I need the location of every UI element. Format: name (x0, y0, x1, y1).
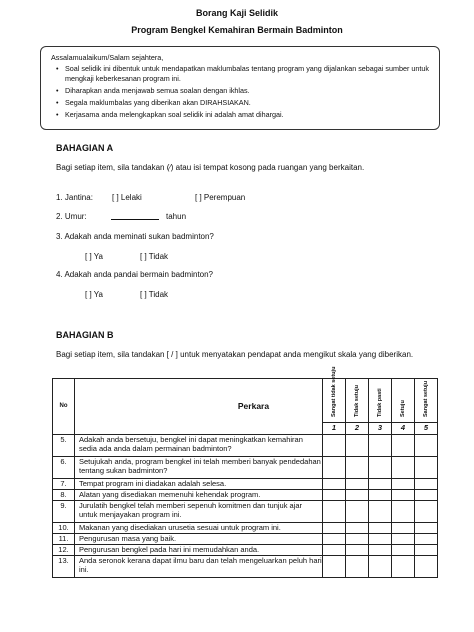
form-title: Borang Kaji Selidik (195, 8, 279, 18)
rating-cell-2[interactable] (346, 501, 369, 523)
row-number: 9. (53, 501, 75, 523)
table-row (53, 523, 438, 534)
q3-yes-checkbox[interactable]: [ ] Ya (85, 252, 103, 261)
rating-cell-4[interactable] (392, 490, 415, 501)
table-row (53, 545, 438, 556)
rating-cell-4[interactable] (392, 435, 415, 457)
scale-header-5 (415, 379, 438, 423)
rating-cell-5[interactable] (415, 556, 438, 578)
q4-yes-checkbox[interactable]: [ ] Ya (85, 290, 103, 299)
q4-no-checkbox[interactable]: [ ] Tidak (140, 290, 169, 299)
rating-cell-1[interactable] (323, 534, 346, 545)
row-statement: Setujukah anda, program bengkel ini telah memberi banyak pendedahan tentang sukan badminton? (75, 457, 323, 479)
rating-cell-3[interactable] (369, 534, 392, 545)
scale-header-2 (346, 379, 369, 423)
rating-cell-2[interactable] (346, 523, 369, 534)
scale-label: Tidak setuju (354, 385, 360, 417)
row-statement: Makanan yang disediakan urusetia sesuai untuk program ini. (75, 523, 323, 534)
rating-cell-3[interactable] (369, 501, 392, 523)
row-number: 5. (53, 435, 75, 457)
row-number: 13. (53, 556, 75, 578)
row-statement: Anda seronok kerana dapat ilmu baru dan telah mengeluarkan peluh hari ini. (75, 556, 323, 578)
q1-label: 1. Jantina: (56, 193, 93, 202)
row-statement: Alatan yang disediakan memenuhi kehendak program. (75, 490, 323, 501)
rating-cell-5[interactable] (415, 501, 438, 523)
scale-header-4 (392, 379, 415, 423)
rating-cell-3[interactable] (369, 457, 392, 479)
rating-cell-4[interactable] (392, 479, 415, 490)
rating-cell-2[interactable] (346, 490, 369, 501)
rating-cell-3[interactable] (369, 545, 392, 556)
table-row (53, 490, 438, 501)
rating-cell-3[interactable] (369, 523, 392, 534)
table-row (53, 457, 438, 479)
scale-label: Tidak pasti (377, 388, 383, 417)
row-number: 7. (53, 479, 75, 490)
scale-header-3 (369, 379, 392, 423)
rating-cell-1[interactable] (323, 457, 346, 479)
rating-cell-3[interactable] (369, 556, 392, 578)
rating-cell-3[interactable] (369, 479, 392, 490)
rating-cell-1[interactable] (323, 490, 346, 501)
form-subtitle: Program Bengkel Kemahiran Bermain Badminton (131, 25, 343, 35)
rating-cell-4[interactable] (392, 534, 415, 545)
section-b-instruction: Bagi setiap item, sila tandakan [ / ] untuk menyatakan pendapat anda mengikut skala yang diberikan. (56, 350, 414, 359)
rating-cell-3[interactable] (369, 490, 392, 501)
scale-header-1 (323, 366, 346, 423)
col-item-header: Perkara (75, 379, 323, 435)
intro-bullet: • Soal selidik ini dibentuk untuk mendapatkan maklumbalas tentang program yang dijalankan sebagai sumber untuk mengkaji keberkesanan program ini. (65, 64, 429, 84)
scale-label: Sangat tidak setuju (331, 366, 337, 417)
row-number: 12. (53, 545, 75, 556)
table-row (53, 556, 438, 578)
intro-bullet: • Segala maklumbalas yang diberikan akan DIRAHSIAKAN. (65, 98, 429, 108)
rating-cell-5[interactable] (415, 545, 438, 556)
scale-number: 1 (323, 423, 346, 435)
rating-cell-1[interactable] (323, 523, 346, 534)
rating-cell-5[interactable] (415, 435, 438, 457)
row-statement: Adakah anda bersetuju, bengkel ini dapat meningkatkan kemahiran sedia ada anda dalam permainan badminton? (75, 435, 323, 457)
rating-cell-2[interactable] (346, 556, 369, 578)
row-statement: Tempat program ini diadakan adalah selesa. (75, 479, 323, 490)
rating-cell-4[interactable] (392, 457, 415, 479)
section-b-heading: BAHAGIAN B (56, 330, 114, 340)
intro-greeting: Assalamualaikum/Salam sejahtera, (51, 53, 164, 62)
row-statement: Pengurusan masa yang baik. (75, 534, 323, 545)
rating-cell-5[interactable] (415, 457, 438, 479)
rating-cell-1[interactable] (323, 556, 346, 578)
table-row (53, 501, 438, 523)
rating-cell-4[interactable] (392, 556, 415, 578)
rating-cell-4[interactable] (392, 501, 415, 523)
rating-cell-2[interactable] (346, 479, 369, 490)
col-no-header: No (53, 379, 75, 435)
row-statement: Pengurusan bengkel pada hari ini memudahkan anda. (75, 545, 323, 556)
likert-table (52, 366, 438, 578)
intro-bullet-list (51, 64, 429, 120)
row-number: 10. (53, 523, 75, 534)
table-row (53, 534, 438, 545)
rating-cell-4[interactable] (392, 523, 415, 534)
rating-cell-5[interactable] (415, 479, 438, 490)
section-a-instruction: Bagi setiap item, sila tandakan (∕) atau isi tempat kosong pada ruangan yang berkaitan. (56, 163, 365, 172)
rating-cell-4[interactable] (392, 545, 415, 556)
scale-number: 4 (392, 423, 415, 435)
rating-cell-5[interactable] (415, 523, 438, 534)
intro-bullet: • Kerjasama anda melengkapkan soal selidik ini adalah amat dihargai. (65, 110, 429, 120)
scale-number: 2 (346, 423, 369, 435)
q3-no-checkbox[interactable]: [ ] Tidak (140, 252, 169, 261)
table-header-row (53, 379, 438, 423)
rating-cell-1[interactable] (323, 545, 346, 556)
scale-number: 5 (415, 423, 438, 435)
rating-cell-2[interactable] (346, 435, 369, 457)
age-unit: tahun (166, 212, 187, 221)
intro-box (40, 46, 440, 130)
q2-label: 2. Umur: (56, 212, 87, 221)
row-number: 6. (53, 457, 75, 479)
scale-label: Sangat setuju (423, 380, 429, 417)
rating-cell-3[interactable] (369, 435, 392, 457)
rating-cell-5[interactable] (415, 490, 438, 501)
rating-cell-1[interactable] (323, 479, 346, 490)
rating-cell-1[interactable] (323, 435, 346, 457)
table-row (53, 479, 438, 490)
row-statement: Jurulatih bengkel telah memberi sepenuh komitmen dan tunjuk ajar untuk menjayakan program ini. (75, 501, 323, 523)
gender-female-checkbox[interactable]: [ ] Perempuan (195, 193, 246, 202)
intro-bullet: • Diharapkan anda menjawab semua soalan dengan ikhlas. (65, 86, 429, 96)
table-row (53, 435, 438, 457)
scale-label: Setuju (400, 400, 406, 417)
age-input-line[interactable] (111, 219, 159, 220)
row-number: 8. (53, 490, 75, 501)
q4-label: 4. Adakah anda pandai bermain badminton? (56, 270, 214, 279)
row-number: 11. (53, 534, 75, 545)
gender-male-checkbox[interactable]: [ ] Lelaki (112, 193, 142, 202)
rating-cell-2[interactable] (346, 457, 369, 479)
rating-cell-5[interactable] (415, 534, 438, 545)
section-a-heading: BAHAGIAN A (56, 143, 114, 153)
rating-cell-1[interactable] (323, 501, 346, 523)
rating-cell-2[interactable] (346, 545, 369, 556)
scale-number: 3 (369, 423, 392, 435)
q3-label: 3. Adakah anda meminati sukan badminton? (56, 232, 214, 241)
rating-cell-2[interactable] (346, 534, 369, 545)
